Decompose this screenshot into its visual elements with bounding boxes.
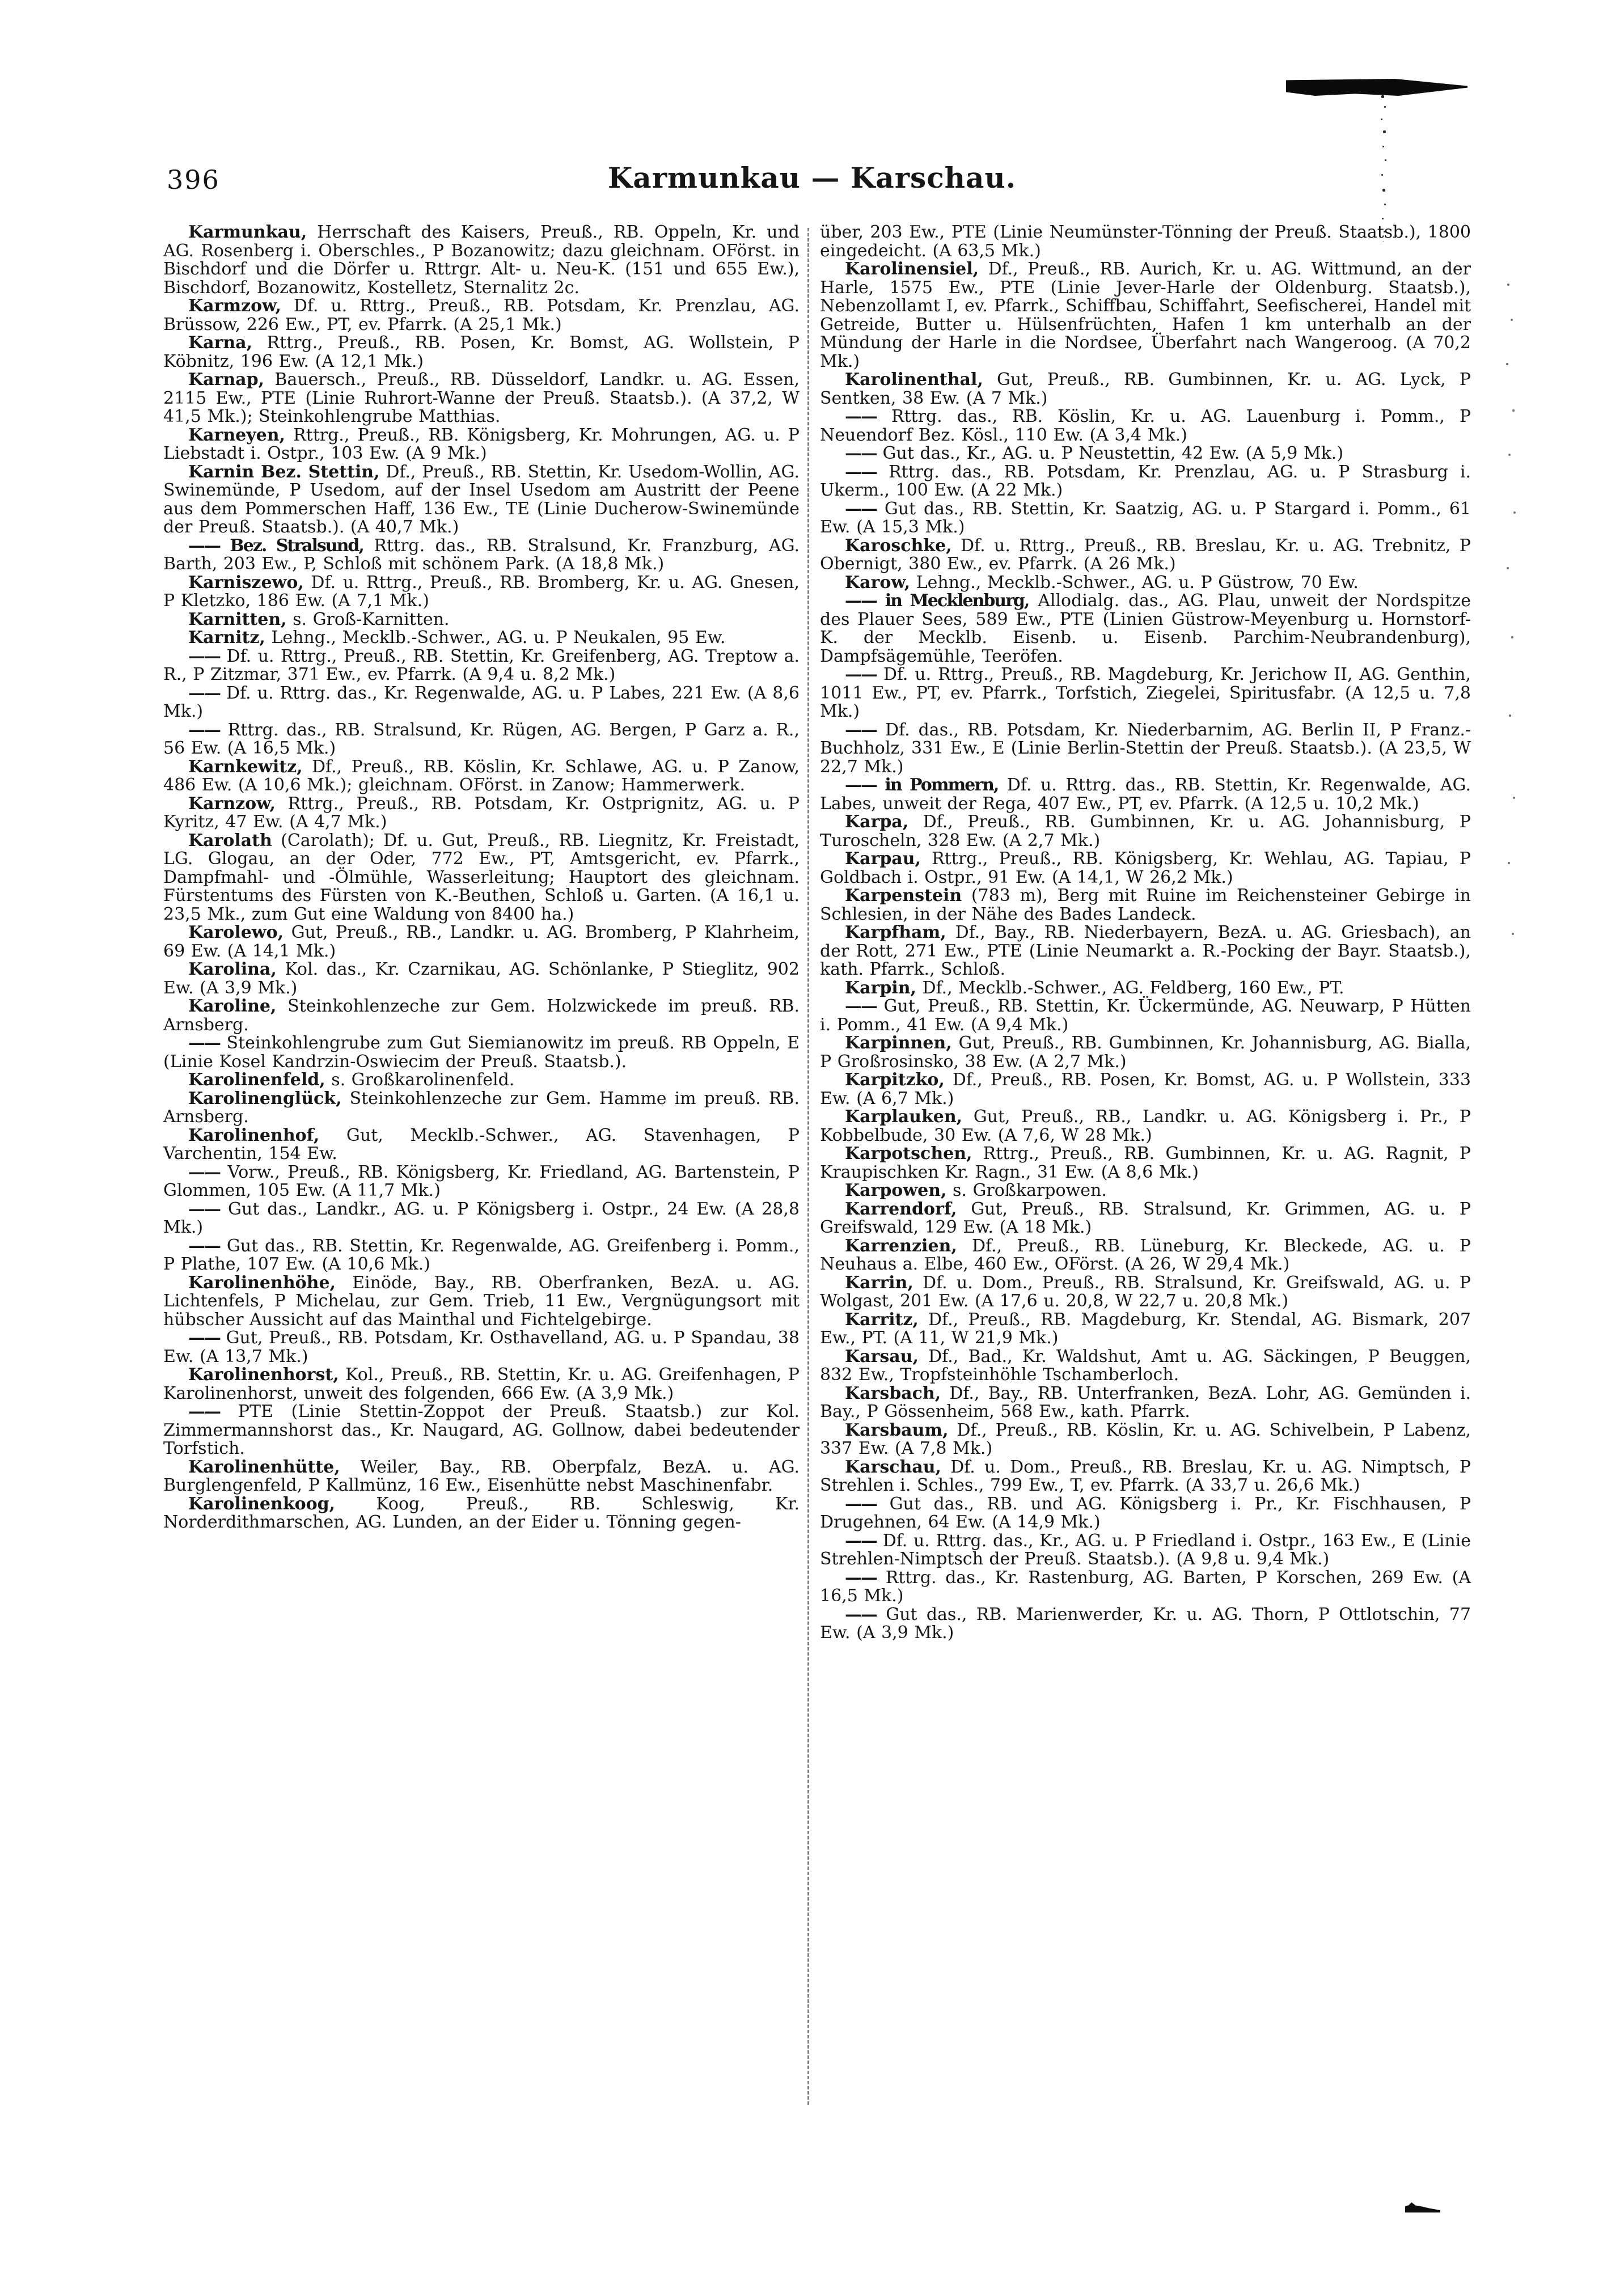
dictionary-entry (163, 334, 800, 371)
entry-body: Df. u. Rttrg. das., Kr. Regenwalde, AG. u. P Labes, 221 Ew. (A 8,6 Mk.) (163, 683, 800, 721)
dictionary-entry (820, 1071, 1471, 1108)
dictionary-entry (163, 574, 800, 611)
dictionary-entry (820, 1458, 1471, 1495)
entry-body: (783 m), Berg mit Ruine im Reichensteiner Gebirge in Schlesien, in der Nähe des Bades Landeck. (820, 886, 1471, 924)
entry-body: s. Groß-Karnitten. (293, 609, 450, 629)
entry-headword: Karmunkau, (188, 222, 307, 242)
dictionary-entry (820, 500, 1471, 537)
dictionary-entry (163, 1366, 800, 1403)
entry-headword: —— (188, 1033, 220, 1053)
entry-body: Df., Bad., Kr. Waldshut, Amt u. AG. Säckingen, P Beuggen, 832 Ew., Tropfsteinhöhle Tschamberloch. (820, 1346, 1471, 1385)
entry-body: Gut, Preuß., RB. Stettin, Kr. Ückermünde, AG. Neuwarp, P Hütten i. Pomm., 41 Ew. (A 9,4 Mk.) (820, 996, 1471, 1035)
entry-headword: Karolath (188, 830, 272, 851)
entry-headword: Karpotschen, (845, 1144, 972, 1164)
entry-body: Allodialg. das., AG. Plau, unweit der Nordspitze des Plauer Sees, 589 Ew., PTE (Linien Güstrow-Meyenburg u. Hornstorf-K. der Mecklb. Eisenb. u. Eisenb. Parchim-Neubrandenburg), Dampfsägemühle, Teeröfen. (820, 591, 1471, 666)
entry-body: Gut, Preuß., RB. Gumbinnen, Kr. Johannisburg, AG. Bialla, P Großrosinsko, 38 Ew. (A 2,7 Mk.) (820, 1033, 1471, 1072)
column-divider (807, 228, 809, 2105)
dictionary-entry (163, 1071, 800, 1090)
entry-headword: Karniszewo, (188, 572, 304, 593)
dictionary-entry (820, 1311, 1471, 1348)
dictionary-entry (820, 1532, 1471, 1569)
dictionary-entry (820, 1034, 1471, 1071)
dictionary-entry (163, 795, 800, 832)
entry-headword: —— in Pommern, (845, 775, 999, 795)
dictionary-entry (820, 813, 1471, 850)
scan-artifact-wedge (1286, 79, 1467, 96)
entry-body: Gut das., Landkr., AG. u. P Königsberg i. Ostpr., 24 Ew. (A 28,8 Mk.) (163, 1199, 800, 1237)
entry-body: Df., Preuß., RB. Magdeburg, Kr. Stendal, AG. Bismark, 207 Ew., PT. (A 11, W 21,9 Mk.) (820, 1309, 1471, 1348)
entry-headword: Karsbach, (845, 1383, 941, 1403)
entry-body: Rttrg., Preuß., RB. Königsberg, Kr. Mohrungen, AG. u. P Liebstadt i. Ostpr., 103 Ew. (A 9 Mk.) (163, 425, 800, 463)
scan-artifact-specks (1507, 284, 1509, 286)
entry-headword: Karoschke, (845, 535, 952, 556)
dictionary-entry (820, 408, 1471, 445)
scan-artifact-smudge (1405, 2200, 1440, 2212)
entry-body: Lehng., Mecklb.-Schwer., AG. u. P Güstrow, 70 Ew. (916, 572, 1359, 593)
dictionary-entry (163, 924, 800, 961)
dictionary-entry (820, 260, 1471, 371)
left-column (163, 223, 800, 1532)
entry-body: Rttrg. das., RB. Stralsund, Kr. Rügen, AG. Bergen, P Garz a. R., 56 Ew. (A 16,5 Mk.) (163, 720, 800, 758)
entry-body: Df., Preuß., RB. Aurich, Kr. u. AG. Wittmund, an der Harle, 1575 Ew., PTE (Linie Jever-Harle der Oldenburg. Staatsb.), Nebenzollamt I, ev. Pfarrk., Schiffbau, Schiffahrt, Seefischerei, Handel mit Getreide, Butter u. Hülsenfrüchten, Hafen 1 km unterhalb an der Mündung der Harle in die Nordsee, Überfahrt nach Wangeroog. (A 70,2 Mk.) (820, 259, 1471, 371)
entry-body: Df. u. Rttrg. das., RB. Stettin, Kr. Regenwalde, AG. Labes, unweit der Rega, 407 Ew., PT, ev. Pfarrk. (A 12,5 u. 10,2 Mk.) (820, 775, 1471, 814)
dictionary-entry (163, 1164, 800, 1200)
entry-body: Df., Bay., RB. Unterfranken, BezA. Lohr, AG. Gemünden i. Bay., P Gössenheim, 568 Ew., kath. Pfarrk. (820, 1383, 1471, 1422)
running-title: Karmunkau — Karschau. (607, 161, 1017, 194)
entry-headword: —— (845, 1604, 877, 1624)
dictionary-entry (163, 1090, 800, 1127)
entry-body: Df. u. Rttrg., Preuß., RB. Bromberg, Kr. u. AG. Gnesen, P Kletzko, 186 Ew. (A 7,1 Mk.) (163, 572, 800, 611)
dictionary-entry (163, 1034, 800, 1071)
entry-body: s. Großkarpowen. (953, 1181, 1107, 1200)
entry-headword: Karna, (188, 333, 253, 353)
entry-headword: —— (845, 665, 877, 684)
dictionary-entry (820, 463, 1471, 500)
entry-headword: Karolinenhöhe, (188, 1272, 336, 1293)
dictionary-entry (820, 371, 1471, 408)
entry-body: Rttrg. das., RB. Stralsund, Kr. Franzburg, AG. Barth, 203 Ew., P, Schloß mit schönem Park. (A 18,8 Mk.) (163, 535, 800, 574)
dictionary-entry (820, 1569, 1471, 1606)
entry-headword: —— (845, 462, 877, 482)
entry-headword: Karnzow, (188, 793, 276, 814)
dictionary-entry (820, 223, 1471, 260)
dictionary-entry (820, 666, 1471, 721)
entry-headword: Karsau, (845, 1346, 919, 1367)
entry-headword: Karschau, (845, 1457, 941, 1477)
entry-headword: Karnitten, (188, 609, 287, 629)
entry-body: Einöde, Bay., RB. Oberfranken, BezA. u. AG. Lichtenfels, P Michelau, zur Gem. Trieb, 11 Ew., Vergnügungsort mit hübscher Aussicht auf das Mainthal und Fichtelgebirge. (163, 1272, 800, 1330)
dictionary-entry (820, 1385, 1471, 1422)
dictionary-entry (820, 1182, 1471, 1200)
dictionary-entry (820, 1237, 1471, 1274)
entry-body: Rttrg. das., Kr. Rastenburg, AG. Barten, P Korschen, 269 Ew. (A 16,5 Mk.) (820, 1567, 1471, 1606)
entry-headword: —— (188, 720, 220, 740)
entry-body: Df. u. Rttrg., Preuß., RB. Stettin, Kr. Greifenberg, AG. Treptow a. R., P Zitzmar, 371 Ew., ev. Pfarrk. (A 9,4 u. 8,2 Mk.) (163, 646, 800, 684)
entry-body: Df. u. Dom., Preuß., RB. Breslau, Kr. u. AG. Nimptsch, P Strehlen i. Schles., 799 Ew., T, ev. Pfarrk. (A 33,7 u. 26,6 Mk.) (820, 1457, 1471, 1495)
entry-body: Df., Preuß., RB. Lüneburg, Kr. Bleckede, AG. u. P Neuhaus a. Elbe, 460 Ew., OFörst. (A 26, W 29,4 Mk.) (820, 1236, 1471, 1274)
entry-headword: Karpa, (845, 812, 909, 832)
dictionary-entry (820, 1274, 1471, 1311)
dictionary-entry (163, 832, 800, 924)
dictionary-entry (163, 1127, 800, 1164)
entry-body: Gut, Preuß., RB., Landkr. u. AG. Bromberg, P Klahrheim, 69 Ew. (A 14,1 Mk.) (163, 923, 800, 961)
entry-body: Df. u. Rttrg., Preuß., RB. Potsdam, Kr. Prenzlau, AG. Brüssow, 226 Ew., PT, ev. Pfarrk. (A 25,1 Mk.) (163, 296, 800, 335)
dictionary-entry (820, 997, 1471, 1034)
entry-body: Df. u. Rttrg., Preuß., RB. Breslau, Kr. u. AG. Trebnitz, P Obernigt, 380 Ew., ev. Pfarrk. (A 26 Mk.) (820, 535, 1471, 574)
entry-headword: —— (845, 443, 877, 463)
entry-headword: Karrin, (845, 1272, 914, 1293)
entry-body: Df. u. Rttrg. das., Kr., AG. u. P Friedland i. Ostpr., 163 Ew., E (Linie Strehlen-Nimptsch der Preuß. Staatsb.). (A 9,8 u. 9,4 Mk.) (820, 1530, 1471, 1569)
entry-body: Gut das., RB. Stettin, Kr. Regenwalde, AG. Greifenberg i. Pomm., P Plathe, 107 Ew. (A 10,6 Mk.) (163, 1236, 800, 1274)
entry-headword: Karoline, (188, 996, 277, 1016)
dictionary-entry (163, 1458, 800, 1495)
entry-body: Gut, Preuß., RB. Potsdam, Kr. Osthavelland, AG. u. P Spandau, 38 Ew. (A 13,7 Mk.) (163, 1328, 800, 1367)
dictionary-entry (163, 611, 800, 629)
dictionary-entry (163, 648, 800, 684)
entry-body: Kol. das., Kr. Czarnikau, AG. Schönlanke, P Stieglitz, 902 Ew. (A 3,9 Mk.) (163, 959, 800, 998)
entry-body: s. Großkarolinenfeld. (331, 1070, 515, 1090)
entry-headword: Karolinenhütte, (188, 1457, 340, 1477)
entry-headword: Karnkewitz, (188, 756, 303, 777)
entry-headword: —— (188, 1236, 220, 1256)
dictionary-entry (820, 1606, 1471, 1643)
entry-body: Herrschaft des Kaisers, Preuß., RB. Oppeln, Kr. und AG. Rosenberg i. Oberschles., P Bozanowitz; dazu gleichnam. OFörst. in Bischdorf und die Dörfer u. Rttrgr. Alt- u. Neu-K. (151 und 655 Ew.), Bischdorf, Bozanowitz, Kostelletz, Sternalitz 2c. (163, 222, 800, 298)
entry-body: Gut, Mecklb.-Schwer., AG. Stavenhagen, P Varchentin, 154 Ew. (163, 1125, 800, 1164)
entry-body: Df., Bay., RB. Niederbayern, BezA. u. AG. Griesbach), an der Rott, 271 Ew., PTE (Linie Neumarkt a. R.-Pocking der Bayr. Staatsb.), kath. Pfarrk., Schloß. (820, 923, 1471, 979)
entry-headword: Karmzow, (188, 296, 281, 316)
entry-body: Rttrg., Preuß., RB. Königsberg, Kr. Wehlau, AG. Tapiau, P Goldbach i. Ostpr., 91 Ew. (A 14,1, W 26,2 Mk.) (820, 849, 1471, 887)
dictionary-entry (163, 371, 800, 426)
dictionary-entry (820, 1145, 1471, 1182)
entry-body: (Carolath); Df. u. Gut, Preuß., RB. Liegnitz, Kr. Freistadt, LG. Glogau, an der Oder, 772 Ew., PT, Amtsgericht, ev. Pfarrk., Dampfmahl- und -Ölmühle, Wasserleitung; Hauptort des gleichnam. Fürstentums des Fürsten von K.-Beuthen, Schloß u. Garten. (A 16,1 u. 23,5 Mk., zum Gut eine Waldung von 8400 ha.) (163, 830, 800, 924)
dictionary-entry (163, 997, 800, 1034)
scan-artifact-trail (1381, 95, 1384, 98)
entry-body: Vorw., Preuß., RB. Königsberg, Kr. Friedland, AG. Bartenstein, P Glommen, 105 Ew. (A 11,7 Mk.) (163, 1162, 800, 1200)
entry-headword: —— (188, 1402, 220, 1422)
entry-body: Steinkohlenzeche zur Gem. Hamme im preuß. RB. Arnsberg. (163, 1088, 800, 1127)
entry-headword: —— in Mecklenburg, (845, 591, 1029, 611)
entry-headword: Karplauken, (845, 1107, 963, 1127)
dictionary-entry (163, 758, 800, 795)
entry-headword: Karow, (845, 572, 911, 593)
entry-headword: Karolinenfeld, (188, 1070, 325, 1090)
entry-body: Rttrg., Preuß., RB. Gumbinnen, Kr. u. AG. Ragnit, P Kraupischken Kr. Ragn., 31 Ew. (A 8,6 Mk.) (820, 1144, 1471, 1182)
dictionary-entry (163, 223, 800, 297)
entry-headword: —— (188, 646, 220, 666)
entry-headword: Karpenstein (845, 886, 962, 906)
entry-body: Gut das., RB. Marienwerder, Kr. u. AG. Thorn, P Ottlotschin, 77 Ew. (A 3,9 Mk.) (820, 1604, 1471, 1643)
entry-headword: —— (845, 1567, 877, 1588)
entry-headword: Karrenzien, (845, 1236, 957, 1256)
entry-headword: —— (188, 683, 220, 703)
dictionary-entry (163, 1329, 800, 1366)
dictionary-entry (820, 776, 1471, 813)
entry-body: Lehng., Mecklb.-Schwer., AG. u. P Neukalen, 95 Ew. (271, 628, 726, 648)
entry-headword: Karsbaum, (845, 1420, 949, 1440)
dictionary-entry (820, 574, 1471, 593)
dictionary-entry (820, 1422, 1471, 1458)
entry-headword: Karneyen, (188, 425, 285, 445)
dictionary-entry (163, 1237, 800, 1274)
dictionary-entry (163, 426, 800, 463)
dictionary-entry (163, 537, 800, 574)
dictionary-entry (163, 961, 800, 997)
dictionary-entry (163, 684, 800, 721)
dictionary-entry (163, 1274, 800, 1330)
entry-body: Df., Preuß., RB. Köslin, Kr. Schlawe, AG. u. P Zanow, 486 Ew. (A 10,6 Mk.); gleichnam. OFörst. in Zanow; Hammerwerk. (163, 756, 800, 795)
entry-headword: Karnap, (188, 370, 264, 390)
entry-headword: Karpfham, (845, 923, 946, 942)
entry-body: Steinkohlengrube zum Gut Siemianowitz im preuß. RB Oppeln, E (Linie Kosel Kandrzin-Oswiecim der Preuß. Staatsb.). (163, 1033, 800, 1072)
entry-body: über, 203 Ew., PTE (Linie Neumünster-Tönning der Preuß. Staatsb.), 1800 eingedeicht. (A 63,5 Mk.) (820, 222, 1471, 261)
entry-body: Koog, Preuß., RB. Schleswig, Kr. Norderdithmarschen, AG. Lunden, an der Eider u. Tönning gegen- (163, 1494, 800, 1532)
dictionary-entry (820, 445, 1471, 463)
dictionary-entry (163, 297, 800, 334)
entry-headword: Karolinensiel, (845, 259, 979, 279)
entry-headword: Karolinenhorst, (188, 1365, 339, 1385)
entry-body: Df., Mecklb.-Schwer., AG. Feldberg, 160 Ew., PT. (922, 978, 1344, 998)
entry-body: Df. u. Rttrg., Preuß., RB. Magdeburg, Kr. Jerichow II, AG. Genthin, 1011 Ew., PT, ev. Pfarrk., Torfstich, Ziegelei, Spiritusfabr. (A 12,5 u. 7,8 Mk.) (820, 665, 1471, 721)
entry-headword: Karolinenglück, (188, 1088, 342, 1109)
entry-body: Rttrg., Preuß., RB. Posen, Kr. Bomst, AG. Wollstein, P Köbnitz, 196 Ew. (A 12,1 Mk.) (163, 333, 800, 371)
entry-headword: Karolinenhof, (188, 1125, 320, 1145)
entry-body: Bauersch., Preuß., RB. Düsseldorf, Landkr. u. AG. Essen, 2115 Ew., PTE (Linie Ruhrort-Wanne der Preuß. Staatsb.). (A 37,2, W 41,5 Mk.); Steinkohlengrube Matthias. (163, 370, 800, 426)
entry-headword: Karnitz, (188, 628, 265, 648)
dictionary-entry (820, 592, 1471, 666)
entry-headword: —— (845, 720, 877, 740)
entry-headword: —— (845, 498, 877, 519)
entry-headword: —— (845, 407, 877, 426)
entry-headword: Karritz, (845, 1309, 919, 1330)
dictionary-entry (163, 1200, 800, 1237)
entry-body: Rttrg., Preuß., RB. Potsdam, Kr. Ostprignitz, AG. u. P Kyritz, 47 Ew. (A 4,7 Mk.) (163, 793, 800, 832)
dictionary-entry (820, 1200, 1471, 1237)
entry-body: Rttrg. das., RB. Köslin, Kr. u. AG. Lauenburg i. Pomm., P Neuendorf Bez. Kösl., 110 Ew. (A 3,4 Mk.) (820, 407, 1471, 445)
entry-headword: —— (188, 1199, 220, 1219)
entry-body: Df., Preuß., RB. Stettin, Kr. Usedom-Wollin, AG. Swinemünde, P Usedom, auf der Insel Usedom am Austritt der Peene aus dem Pommerschen Haff, 136 Ew., TE (Linie Ducherow-Swinemünde der Preuß. Staatsb.). (A 40,7 Mk.) (163, 462, 800, 537)
entry-body: Rttrg. das., RB. Potsdam, Kr. Prenzlau, AG. u. P Strasburg i. Ukerm., 100 Ew. (A 22 Mk.) (820, 462, 1471, 500)
entry-body: Gut das., Kr., AG. u. P Neustettin, 42 Ew. (A 5,9 Mk.) (882, 443, 1344, 463)
entry-headword: Karolina, (188, 959, 277, 979)
entry-body: PTE (Linie Stettin-Zoppot der Preuß. Staatsb.) zur Kol. Zimmermannshorst das., Kr. Naugard, AG. Gollnow, dabei bedeutender Torfstich. (163, 1402, 800, 1458)
entry-body: Gut, Preuß., RB. Stralsund, Kr. Grimmen, AG. u. P Greifswald, 129 Ew. (A 18 Mk.) (820, 1199, 1471, 1237)
entry-headword: —— (845, 996, 877, 1016)
dictionary-entry (820, 1108, 1471, 1145)
dictionary-entry (820, 850, 1471, 887)
entry-body: Weiler, Bay., RB. Oberpfalz, BezA. u. AG. Burglengenfeld, P Kallmünz, 16 Ew., Eisenhütte nebst Maschinenfabr. (163, 1457, 800, 1495)
dictionary-entry (820, 1348, 1471, 1385)
dictionary-entry (163, 721, 800, 758)
right-column (820, 223, 1471, 1643)
entry-headword: Karnin Bez. Stettin, (188, 462, 380, 482)
entry-body: Gut, Preuß., RB. Gumbinnen, Kr. u. AG. Lyck, P Sentken, 38 Ew. (A 7 Mk.) (820, 370, 1471, 408)
entry-body: Gut das., RB. Stettin, Kr. Saatzig, AG. u. P Stargard i. Pomm., 61 Ew. (A 15,3 Mk.) (820, 498, 1471, 537)
entry-headword: Karolewo, (188, 923, 284, 942)
entry-headword: Karpin, (845, 978, 916, 998)
dictionary-entry (820, 924, 1471, 979)
entry-body: Df., Preuß., RB. Posen, Kr. Bomst, AG. u. P Wollstein, 333 Ew. (A 6,7 Mk.) (820, 1070, 1471, 1109)
entry-headword: —— (845, 1494, 877, 1514)
dictionary-entry (820, 1495, 1471, 1532)
entry-headword: Karolinenkoog, (188, 1494, 336, 1514)
dictionary-entry (820, 887, 1471, 924)
dictionary-entry (163, 1495, 800, 1532)
dictionary-entry (163, 463, 800, 537)
dictionary-entry (163, 629, 800, 648)
entry-headword: —— Bez. Stralsund, (188, 535, 363, 556)
dictionary-entry (820, 979, 1471, 998)
entry-body: Df., Preuß., RB. Köslin, Kr. u. AG. Schivelbein, P Labenz, 337 Ew. (A 7,8 Mk.) (820, 1420, 1471, 1458)
entry-body: Gut, Preuß., RB., Landkr. u. AG. Königsberg i. Pr., P Kobbelbude, 30 Ew. (A 7,6, W 28 Mk.) (820, 1107, 1471, 1145)
entry-headword: Karpitzko, (845, 1070, 945, 1090)
entry-body: Kol., Preuß., RB. Stettin, Kr. u. AG. Greifenhagen, P Karolinenhorst, unweit des folgenden, 666 Ew. (A 3,9 Mk.) (163, 1365, 800, 1403)
entry-headword: —— (845, 1530, 877, 1551)
dictionary-entry (163, 1403, 800, 1458)
entry-headword: Karolinenthal, (845, 370, 983, 390)
entry-headword: Karpau, (845, 849, 921, 869)
entry-headword: —— (188, 1328, 220, 1348)
entry-headword: Karpinnen, (845, 1033, 952, 1053)
entry-headword: Karrendorf, (845, 1199, 957, 1219)
dictionary-entry (820, 537, 1471, 574)
entry-body: Df., Preuß., RB. Gumbinnen, Kr. u. AG. Johannisburg, P Turoscheln, 328 Ew. (A 2,7 Mk.) (820, 812, 1471, 851)
entry-body: Steinkohlenzeche zur Gem. Holzwickede im preuß. RB. Arnsberg. (163, 996, 800, 1035)
page-number: 396 (167, 164, 220, 195)
page-header (0, 161, 1624, 201)
entry-body: Df. u. Dom., Preuß., RB. Stralsund, Kr. Greifswald, AG. u. P Wolgast, 201 Ew. (A 17,6 u. 20,8, W 22,7 u. 20,8 Mk.) (820, 1272, 1471, 1311)
dictionary-entry (820, 721, 1471, 777)
entry-headword: Karpowen, (845, 1181, 947, 1200)
entry-body: Df. das., RB. Potsdam, Kr. Niederbarnim, AG. Berlin II, P Franz.-Buchholz, 331 Ew., E (Linie Berlin-Stettin der Preuß. Staatsb.). (A 23,5, W 22,7 Mk.) (820, 720, 1471, 777)
entry-body: Gut das., RB. und AG. Königsberg i. Pr., Kr. Fischhausen, P Drugehnen, 64 Ew. (A 14,9 Mk.) (820, 1494, 1471, 1532)
entry-headword: —— (188, 1162, 220, 1182)
